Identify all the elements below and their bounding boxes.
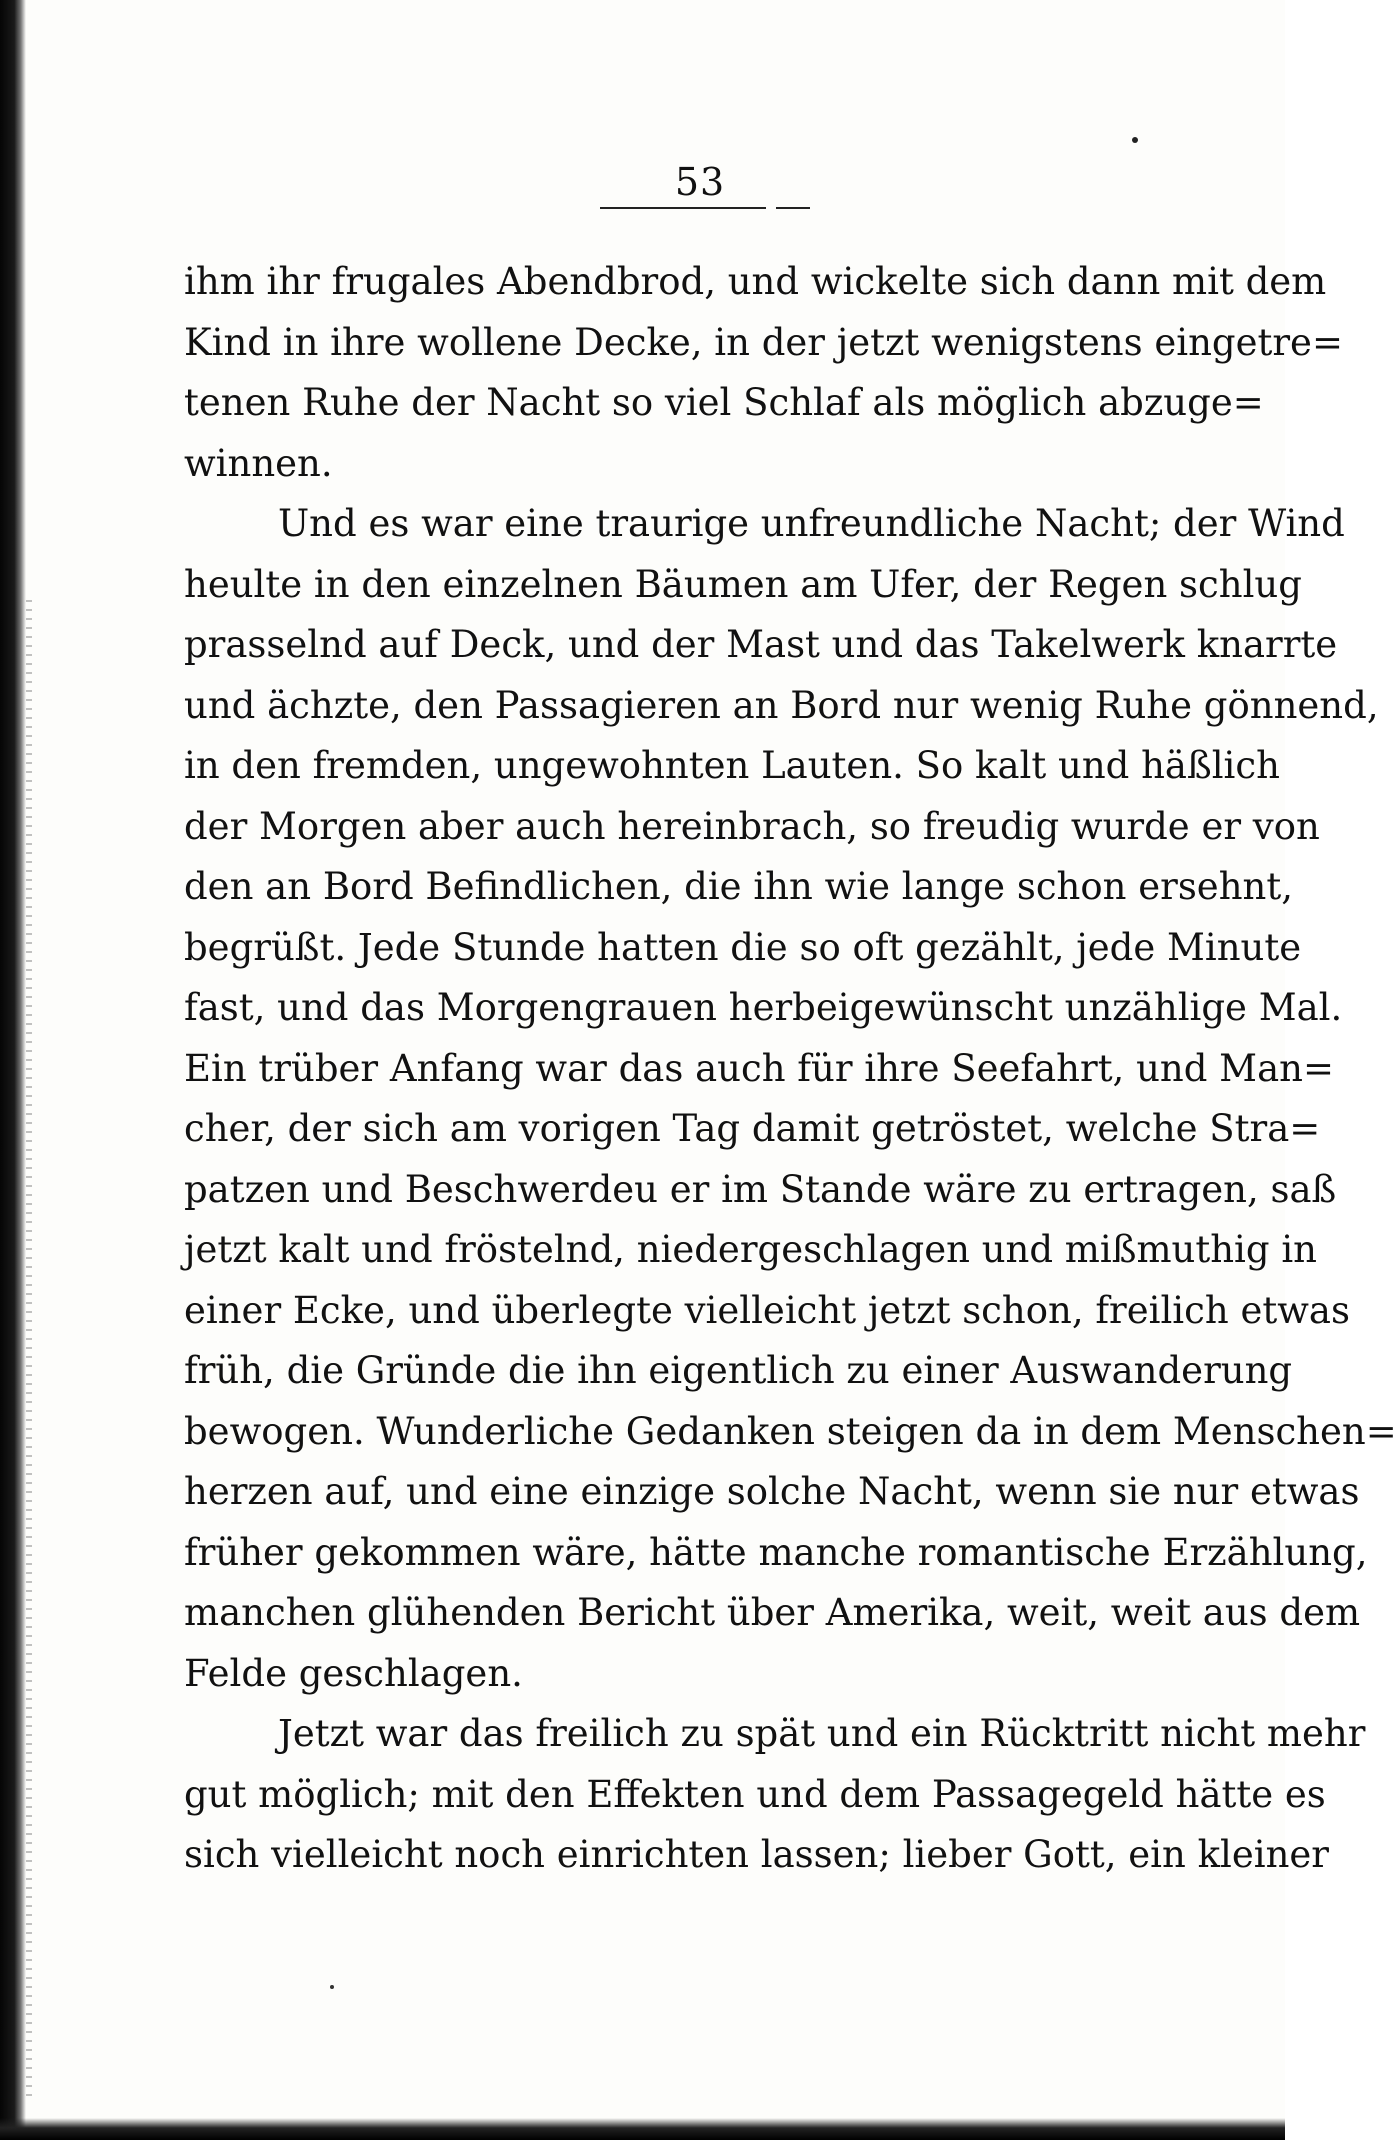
page-number: 53 <box>674 160 726 204</box>
text-line: einer Ecke, und überlegte vielleicht jetzt schon, freilich etwas <box>184 1288 1350 1332</box>
binding-speckle <box>26 600 32 2100</box>
text-line: den an Bord Befindlichen, die ihn wie lange schon ersehnt, <box>184 865 1293 908</box>
text-line: prasselnd auf Deck, und der Mast und das Takelwerk knarrte <box>184 623 1338 666</box>
text-line: ihm ihr frugales Abendbrod, und wickelte sich dann mit dem <box>184 260 1327 303</box>
text-line: herzen auf, und eine einzige solche Nacht, wenn sie nur etwas <box>184 1470 1360 1513</box>
text-line: Und es war eine traurige unfreundliche Nacht; der Wind <box>278 502 1345 545</box>
text-line: begrüßt. Jede Stunde hatten die so oft gezählt, jede Minute <box>184 925 1302 969</box>
ink-speck <box>1132 137 1138 143</box>
text-line: sich vielleicht noch einrichten lassen; lieber Gott, ein kleiner <box>184 1833 1329 1876</box>
ink-speck <box>330 1985 334 1989</box>
text-line: tenen Ruhe der Nacht so viel Schlaf als möglich abzuge= <box>184 381 1264 424</box>
text-line: patzen und Beschwerdeu er im Stande wäre zu ertragen, saß <box>184 1167 1337 1211</box>
header-rule-gap <box>766 205 776 211</box>
text-line: bewogen. Wunderliche Gedanken steigen da in dem Menschen= <box>184 1409 1397 1453</box>
text-line: fast, und das Morgengrauen herbeigewünscht unzählige Mal. <box>184 986 1343 1029</box>
text-line: der Morgen aber auch hereinbrach, so freudig wurde er von <box>184 804 1320 848</box>
text-line: früher gekommen wäre, hätte manche romantische Erzählung, <box>184 1530 1368 1574</box>
text-line: in den fremden, ungewohnten Lauten. So kalt und häßlich <box>184 744 1280 787</box>
text-line: Felde geschlagen. <box>184 1651 523 1695</box>
text-line: Kind in ihre wollene Decke, in der jetzt wenigstens eingetre= <box>184 320 1343 364</box>
text-line: cher, der sich am vorigen Tag damit getröstet, welche Stra= <box>184 1107 1321 1150</box>
body-text <box>184 252 1397 1886</box>
text-line: manchen glühenden Bericht über Amerika, weit, weit aus dem <box>184 1591 1361 1634</box>
text-line: gut möglich; mit den Effekten und dem Passagegeld hätte es <box>184 1772 1326 1816</box>
text-line: früh, die Gründe die ihn eigentlich zu einer Auswanderung <box>184 1349 1293 1392</box>
text-line: und ächzte, den Passagieren an Bord nur wenig Ruhe gönnend, <box>184 683 1379 727</box>
header-rule <box>600 207 810 209</box>
text-line: heulte in den einzelnen Bäumen am Ufer, der Regen schlug <box>184 562 1302 606</box>
bottom-edge-shadow <box>0 2118 1285 2140</box>
text-line: Ein trüber Anfang war das auch für ihre Seefahrt, und Man= <box>184 1046 1334 1090</box>
binding-shadow <box>0 0 26 2140</box>
text-line: winnen. <box>184 441 333 485</box>
text-line: jetzt kalt und fröstelnd, niedergeschlagen und mißmuthig in <box>184 1228 1317 1271</box>
text-line: Jetzt war das freilich zu spät und ein Rücktritt nicht mehr <box>278 1712 1366 1755</box>
